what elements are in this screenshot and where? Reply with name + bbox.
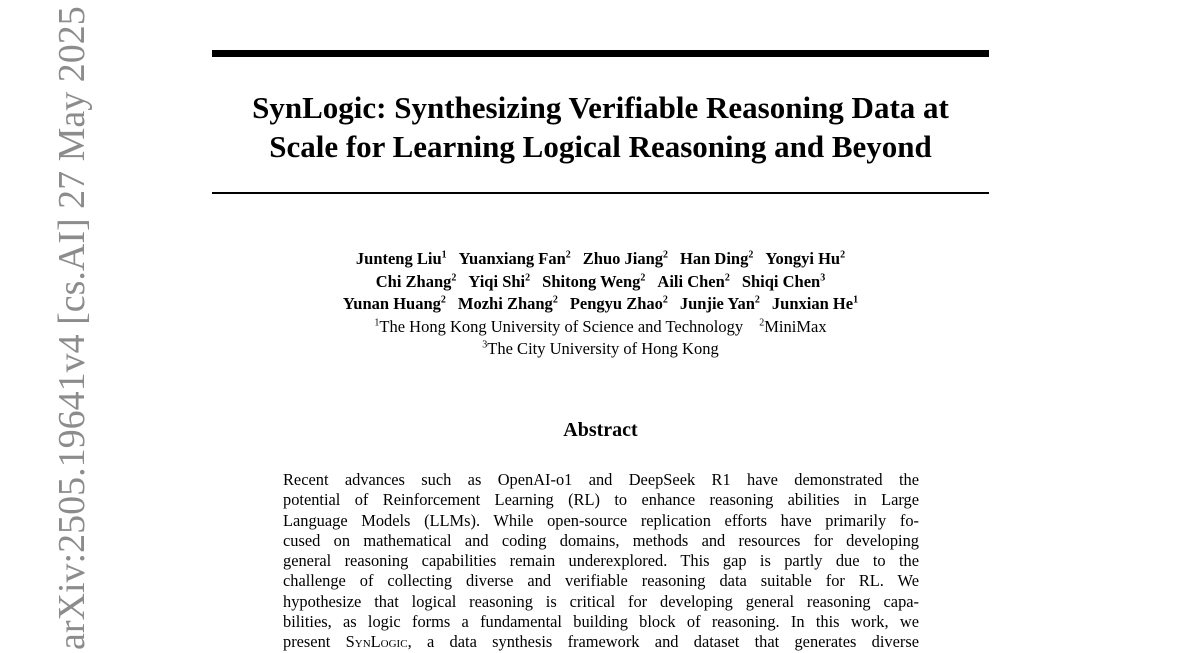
author-name bbox=[772, 294, 858, 313]
author-name-text: Han Ding bbox=[680, 249, 749, 268]
author-name bbox=[680, 294, 760, 313]
author-affiliation-marker: 1 bbox=[853, 294, 859, 306]
author-name bbox=[459, 249, 571, 268]
author-name-text: Yunan Huang bbox=[342, 294, 441, 313]
abstract-line: Language Models (LLMs). While open-source replication efforts have primarily fo- bbox=[283, 510, 919, 530]
abstract-line: general reasoning capabilities remain underexplored. This gap is partly due to the bbox=[283, 551, 919, 571]
author-name-text: Junjie Yan bbox=[679, 294, 755, 313]
author-name-text: Junxian He bbox=[771, 294, 854, 313]
author-name bbox=[742, 272, 825, 291]
author-affiliation-marker: 2 bbox=[748, 249, 754, 261]
author-affiliation-marker: 2 bbox=[565, 249, 571, 261]
title-line-1: SynLogic: Synthesizing Verifiable Reasoning Data at bbox=[252, 90, 949, 125]
author-affiliation-marker: 2 bbox=[451, 272, 457, 283]
author-affiliation-marker: 2 bbox=[440, 294, 446, 306]
abstract-partial-prefix: present bbox=[283, 632, 346, 652]
top-rule bbox=[212, 50, 989, 57]
author-name bbox=[765, 249, 845, 268]
affiliation-3: The City University of Hong Kong bbox=[487, 339, 719, 358]
abstract-partial-suffix: , a data synthesis framework and dataset that generates diverse bbox=[407, 632, 919, 652]
author-name-text: Shitong Weng bbox=[542, 271, 641, 291]
abstract-line: hypothesize that logical reasoning is critical for developing general reasoning capa- bbox=[283, 591, 919, 611]
author-row bbox=[212, 248, 989, 271]
abstract-line: potential of Reinforcement Learning (RL) to enhance reasoning abilities in Large bbox=[283, 490, 919, 510]
affiliation-3-marker: 3 bbox=[482, 339, 488, 351]
author-affiliation-marker: 2 bbox=[724, 272, 730, 283]
author-name-text: Chi Zhang bbox=[375, 271, 452, 291]
author-name-text: Yiqi Shi bbox=[468, 271, 526, 291]
author-name-text: Yongyi Hu bbox=[765, 249, 841, 268]
author-name bbox=[356, 249, 447, 268]
author-affiliation-marker: 3 bbox=[820, 272, 826, 283]
author-name-text: Shiqi Chen bbox=[741, 271, 821, 291]
author-name bbox=[680, 249, 753, 268]
paper-title bbox=[212, 88, 989, 166]
abstract-line-partial bbox=[283, 632, 919, 652]
arxiv-identifier-stamp: arXiv:2505.19641v4 [cs.AI] 27 May 2025 bbox=[51, 6, 93, 650]
abstract-body bbox=[283, 470, 919, 653]
author-name bbox=[583, 249, 668, 268]
author-name bbox=[468, 272, 530, 291]
affiliation-1: The Hong Kong University of Science and Technology bbox=[379, 316, 744, 336]
affiliation-2-marker: 2 bbox=[759, 317, 765, 328]
author-name bbox=[458, 294, 558, 313]
author-name bbox=[657, 272, 729, 291]
author-name-text: Yuanxiang Fan bbox=[458, 249, 566, 268]
author-name bbox=[343, 294, 446, 313]
title-bottom-rule bbox=[212, 192, 989, 194]
author-affiliation-marker: 2 bbox=[840, 249, 846, 261]
author-affiliation-marker: 2 bbox=[754, 294, 760, 306]
affiliation-line-2 bbox=[212, 338, 989, 361]
abstract-line: challenge of collecting diverse and verifiable reasoning data suitable for RL. We bbox=[283, 571, 919, 591]
author-row bbox=[212, 293, 989, 316]
abstract-heading: Abstract bbox=[563, 419, 638, 441]
author-name bbox=[376, 272, 457, 291]
author-affiliation-marker: 2 bbox=[662, 294, 668, 306]
author-affiliation-marker: 2 bbox=[552, 294, 558, 306]
author-name-text: Pengyu Zhao bbox=[569, 294, 663, 313]
affiliation-1-marker: 1 bbox=[374, 317, 380, 328]
author-affiliation-marker: 1 bbox=[441, 249, 447, 261]
author-affiliation-marker: 2 bbox=[525, 272, 531, 283]
author-name-text: Zhuo Jiang bbox=[582, 249, 664, 268]
author-name-text: Mozhi Zhang bbox=[457, 294, 553, 313]
abstract-line: Recent advances such as OpenAI-o1 and DeepSeek R1 have demonstrated the bbox=[283, 470, 919, 489]
affiliation-line-1 bbox=[212, 316, 989, 339]
author-row bbox=[212, 271, 989, 294]
abstract-line: cused on mathematical and coding domains, methods and resources for developing bbox=[283, 530, 919, 550]
author-name bbox=[570, 294, 668, 313]
affiliation-2: MiniMax bbox=[764, 316, 827, 336]
author-affiliation-marker: 2 bbox=[663, 249, 669, 261]
synlogic-name: SynLogic bbox=[345, 632, 408, 652]
author-name bbox=[542, 272, 645, 291]
author-block bbox=[212, 248, 989, 361]
abstract-line: bilities, as logic forms a fundamental building block of reasoning. In this work, we bbox=[283, 612, 919, 632]
author-affiliation-marker: 2 bbox=[640, 272, 646, 283]
author-name-text: Aili Chen bbox=[657, 271, 725, 291]
author-name-text: Junteng Liu bbox=[355, 249, 442, 268]
title-line-2: Scale for Learning Logical Reasoning and Beyond bbox=[269, 129, 932, 164]
